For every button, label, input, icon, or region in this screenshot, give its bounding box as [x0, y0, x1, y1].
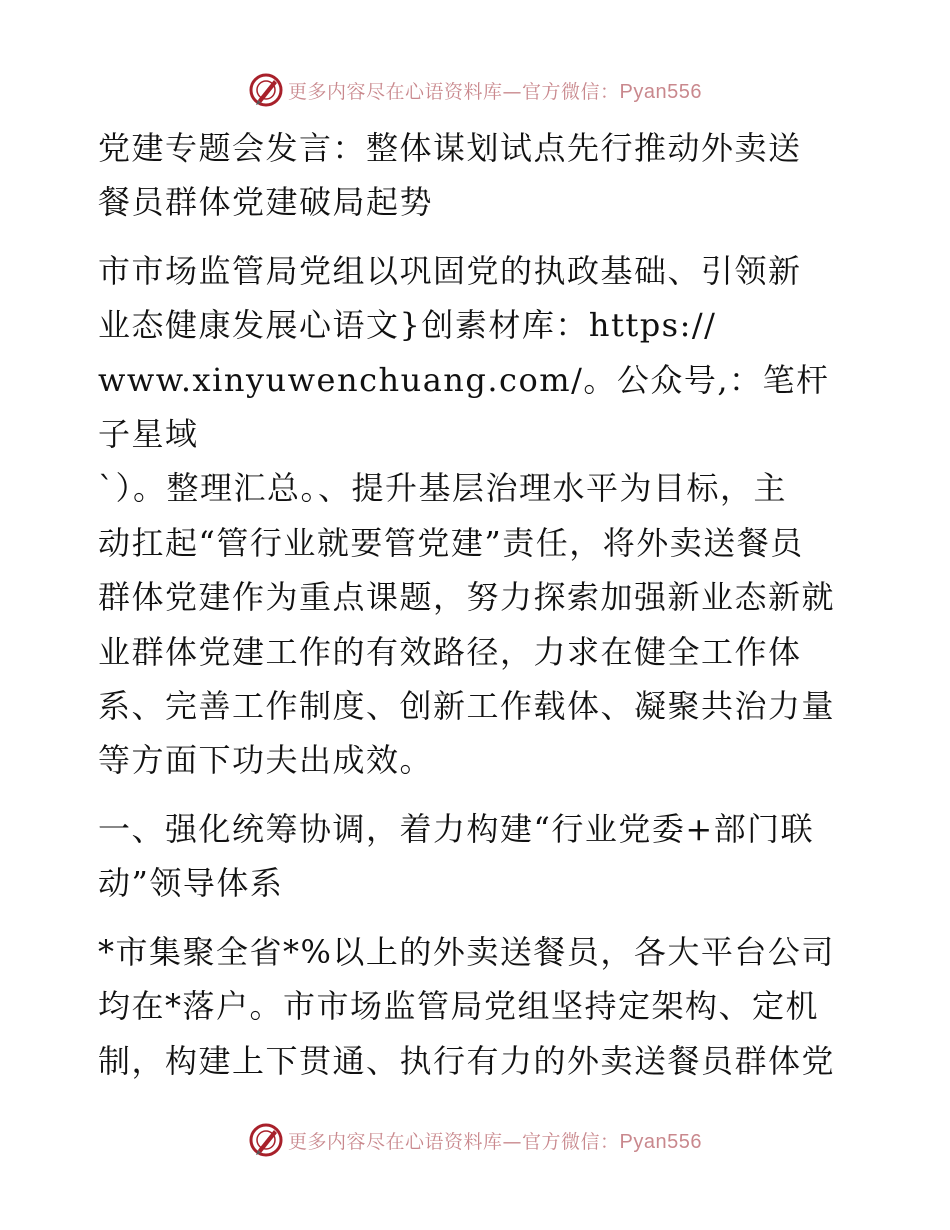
- text-line: 动扛起“管行业就要管党建”责任，将外卖送餐员: [98, 523, 804, 562]
- pen-logo-icon: [248, 1122, 284, 1158]
- text-line: 群体党建作为重点课题，努力探索加强新业态新就: [98, 578, 836, 617]
- document-title: [98, 121, 854, 230]
- title-line: 党建专题会发言：整体谋划试点先行推动外卖送: [98, 129, 802, 167]
- text-line: 制，构建上下贯通、执行有力的外卖送餐员群体党: [98, 1041, 836, 1080]
- watermark-handle: Pyan556: [619, 1130, 702, 1153]
- section-heading: [98, 802, 854, 911]
- heading-line: 动”领导体系: [98, 864, 284, 903]
- body-paragraph: [98, 925, 854, 1088]
- watermark-text: 更多内容尽在心语资料库—官方微信：Pyan556: [288, 1130, 702, 1153]
- document-body: [98, 121, 854, 1088]
- watermark-handle: Pyan556: [619, 80, 702, 103]
- text-line: 市市场监管局党组以巩固党的执政基础、引领新: [98, 251, 802, 290]
- text-line: 均在*落户。市市场监管局党组坚持定架构、定机: [98, 987, 820, 1026]
- text-line: www.xinyuwenchuang.com/。公众号,：笔杆子星域: [98, 360, 830, 454]
- pen-logo-icon: [248, 72, 284, 108]
- title-line: 餐员群体党建破局起势: [98, 183, 434, 222]
- text-line: 业态健康发展心语文}创素材库：https://: [98, 306, 717, 345]
- intro-paragraph: [98, 244, 854, 788]
- text-line: 系、完善工作制度、创新工作载体、凝聚共治力量: [98, 687, 836, 726]
- text-line: 等方面下功夫出成效。: [98, 741, 434, 780]
- watermark-footer: [0, 1120, 950, 1160]
- watermark-header: [0, 70, 950, 110]
- text-line: *市集聚全省*%以上的外卖送餐员，各大平台公司: [98, 932, 835, 971]
- text-line: 业群体党建工作的有效路径，力求在健全工作体: [98, 632, 802, 671]
- watermark-text: 更多内容尽在心语资料库—官方微信：Pyan556: [288, 80, 702, 103]
- heading-line: 一、强化统筹协调，着力构建“行业党委+部门联: [98, 809, 815, 848]
- text-line: `）。整理汇总。、提升基层治理水平为目标，主: [98, 469, 788, 508]
